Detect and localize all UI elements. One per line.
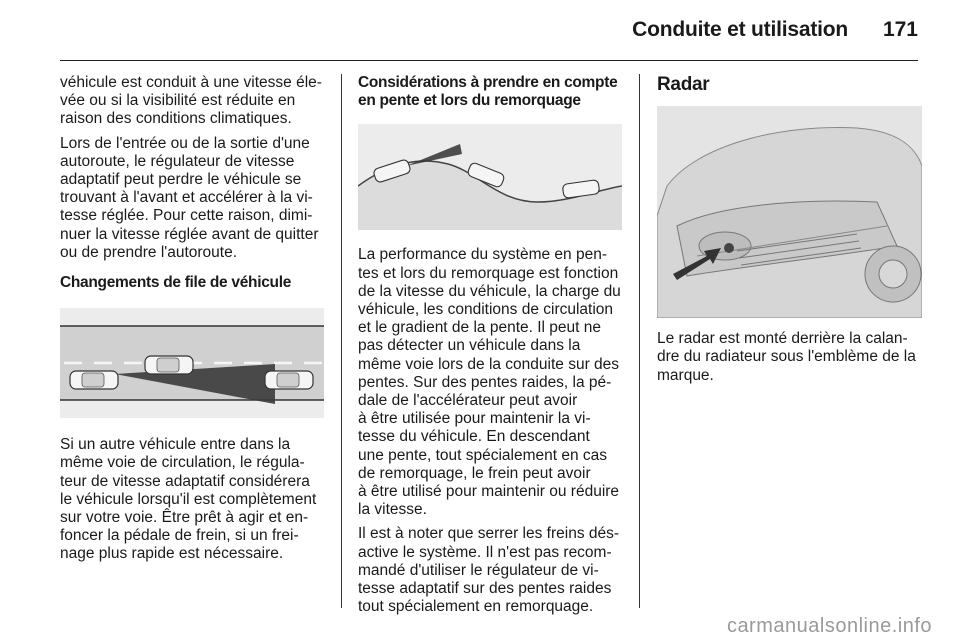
column-divider xyxy=(639,74,640,608)
watermark: carmanualsonline.info xyxy=(726,615,932,637)
page-title: Conduite et utilisation xyxy=(632,18,848,41)
column-right xyxy=(657,74,922,391)
page-header xyxy=(60,0,918,61)
paragraph: Si un autre véhicule entre dans la même voie de circulation, le régula- teur de vitesse adaptatif considérera le véhicule lorsqu'il est complètement sur votre voie. Être prêt à agir et en- foncer la pédale de frein, si un frei- nage plus rapide est nécessaire. xyxy=(60,436,317,563)
paragraph: véhicule est conduit à une vitesse éle- vée ou si la visibilité est réduite en raison des conditions climatiques. xyxy=(60,74,322,128)
lane-change-illustration xyxy=(60,308,324,418)
paragraph: Il est à noter que serrer les freins dés- active le système. Il n'est pas recom- mandé d'utiliser le régulateur de vi- tesse adaptatif sur des pentes raides tout spécialement en remorquage. xyxy=(358,525,620,616)
radar-location-photo xyxy=(657,106,922,318)
car-icon xyxy=(70,371,118,389)
column-middle xyxy=(358,74,622,622)
paragraph: Lors de l'entrée ou de la sortie d'une autoroute, le régulateur de vitesse adaptatif peut perdre le véhicule se trouvant à l'avant et accélérer à la vi- tesse réglée. Pour cette raison, dimi- nuer la vitesse réglée avant de quitter ou de prendre l'autoroute. xyxy=(60,134,319,261)
slope-towing-illustration xyxy=(358,124,622,230)
car-icon xyxy=(145,356,193,374)
radar-sensor-icon xyxy=(724,243,734,253)
car-icon xyxy=(265,371,313,389)
column-left xyxy=(60,74,324,570)
section-heading: Radar xyxy=(657,74,710,95)
paragraph: Le radar est monté derrière la calan- dre du radiateur sous l'emblème de la marque. xyxy=(657,330,916,384)
page-number: 171 xyxy=(882,18,918,41)
section-heading: Considérations à prendre en compte en pente et lors du remorquage xyxy=(358,74,618,110)
paragraph: La performance du système en pen- tes et lors du remorquage est fonction de la vitesse du véhicule, la charge du véhicule, les conditions de circulation et le gradient de la pente. Il peut ne pas détecter un véhicule dans la même voie lors de la conduite sur des pentes. Sur des pentes raides, la pé- dale de l'accélérateur peut avoir à être utilisée pour maintenir la vi- tesse du véhicule. En descendant une pente, tout spécialement en cas de remorquage, le frein peut avoir à être utilisé pour maintenir ou réduire la vitesse. xyxy=(358,246,621,519)
column-divider xyxy=(341,74,342,608)
section-heading: Changements de file de véhicule xyxy=(60,274,292,292)
